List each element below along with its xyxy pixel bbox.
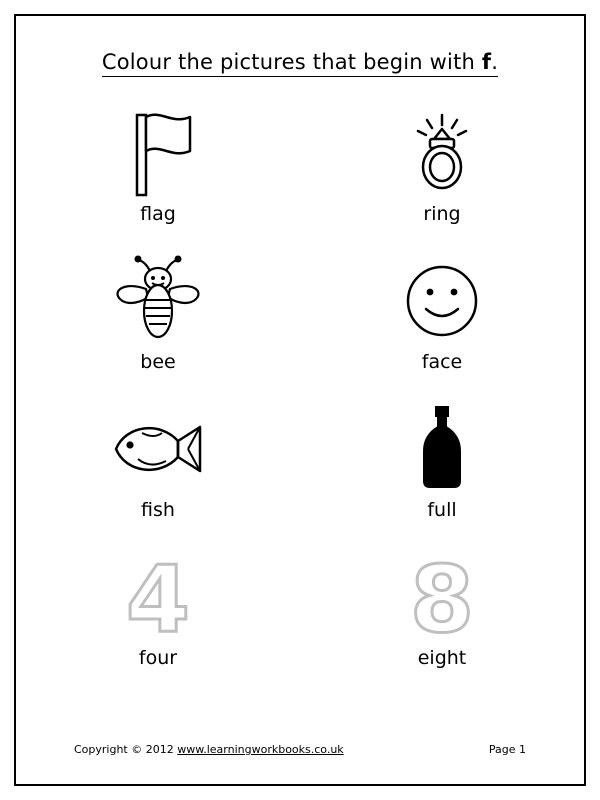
flag-icon xyxy=(110,105,206,201)
worksheet-page xyxy=(14,14,586,786)
copyright-notice xyxy=(74,743,344,756)
number-four-icon xyxy=(110,549,206,645)
picture-label: ring xyxy=(423,203,461,225)
picture-item[interactable] xyxy=(327,105,557,253)
picture-item[interactable] xyxy=(43,549,273,697)
picture-label: face xyxy=(421,351,463,373)
bottle-full-icon xyxy=(394,401,490,497)
face-icon xyxy=(394,253,490,349)
picture-item[interactable] xyxy=(327,549,557,697)
page-number: Page 1 xyxy=(488,743,526,756)
page-footer xyxy=(16,743,584,756)
page-title-prefix: Colour the pictures that begin with xyxy=(101,50,482,74)
fish-icon xyxy=(102,401,214,497)
svg-text:4: 4 xyxy=(125,549,191,645)
page-title-suffix: . xyxy=(491,50,499,74)
website-link[interactable]: www.learningworkbooks.co.uk xyxy=(177,743,344,756)
number-eight-icon xyxy=(394,549,490,645)
picture-item[interactable] xyxy=(327,253,557,401)
picture-label: flag xyxy=(140,203,176,225)
picture-item[interactable] xyxy=(43,253,273,401)
copyright-text: Copyright © 2012 xyxy=(74,743,178,756)
picture-item[interactable] xyxy=(43,401,273,549)
page-title xyxy=(16,50,584,77)
picture-item[interactable] xyxy=(327,401,557,549)
picture-label: four xyxy=(138,647,178,669)
picture-label: eight xyxy=(417,647,467,669)
picture-label: bee xyxy=(140,351,176,373)
svg-text:8: 8 xyxy=(409,549,475,645)
picture-item[interactable] xyxy=(43,105,273,253)
picture-grid xyxy=(16,105,584,697)
ring-icon xyxy=(394,105,490,201)
picture-label: full xyxy=(427,499,457,521)
page-title-letter: f xyxy=(481,50,492,74)
picture-label: fish xyxy=(141,499,175,521)
bee-icon xyxy=(106,253,210,349)
